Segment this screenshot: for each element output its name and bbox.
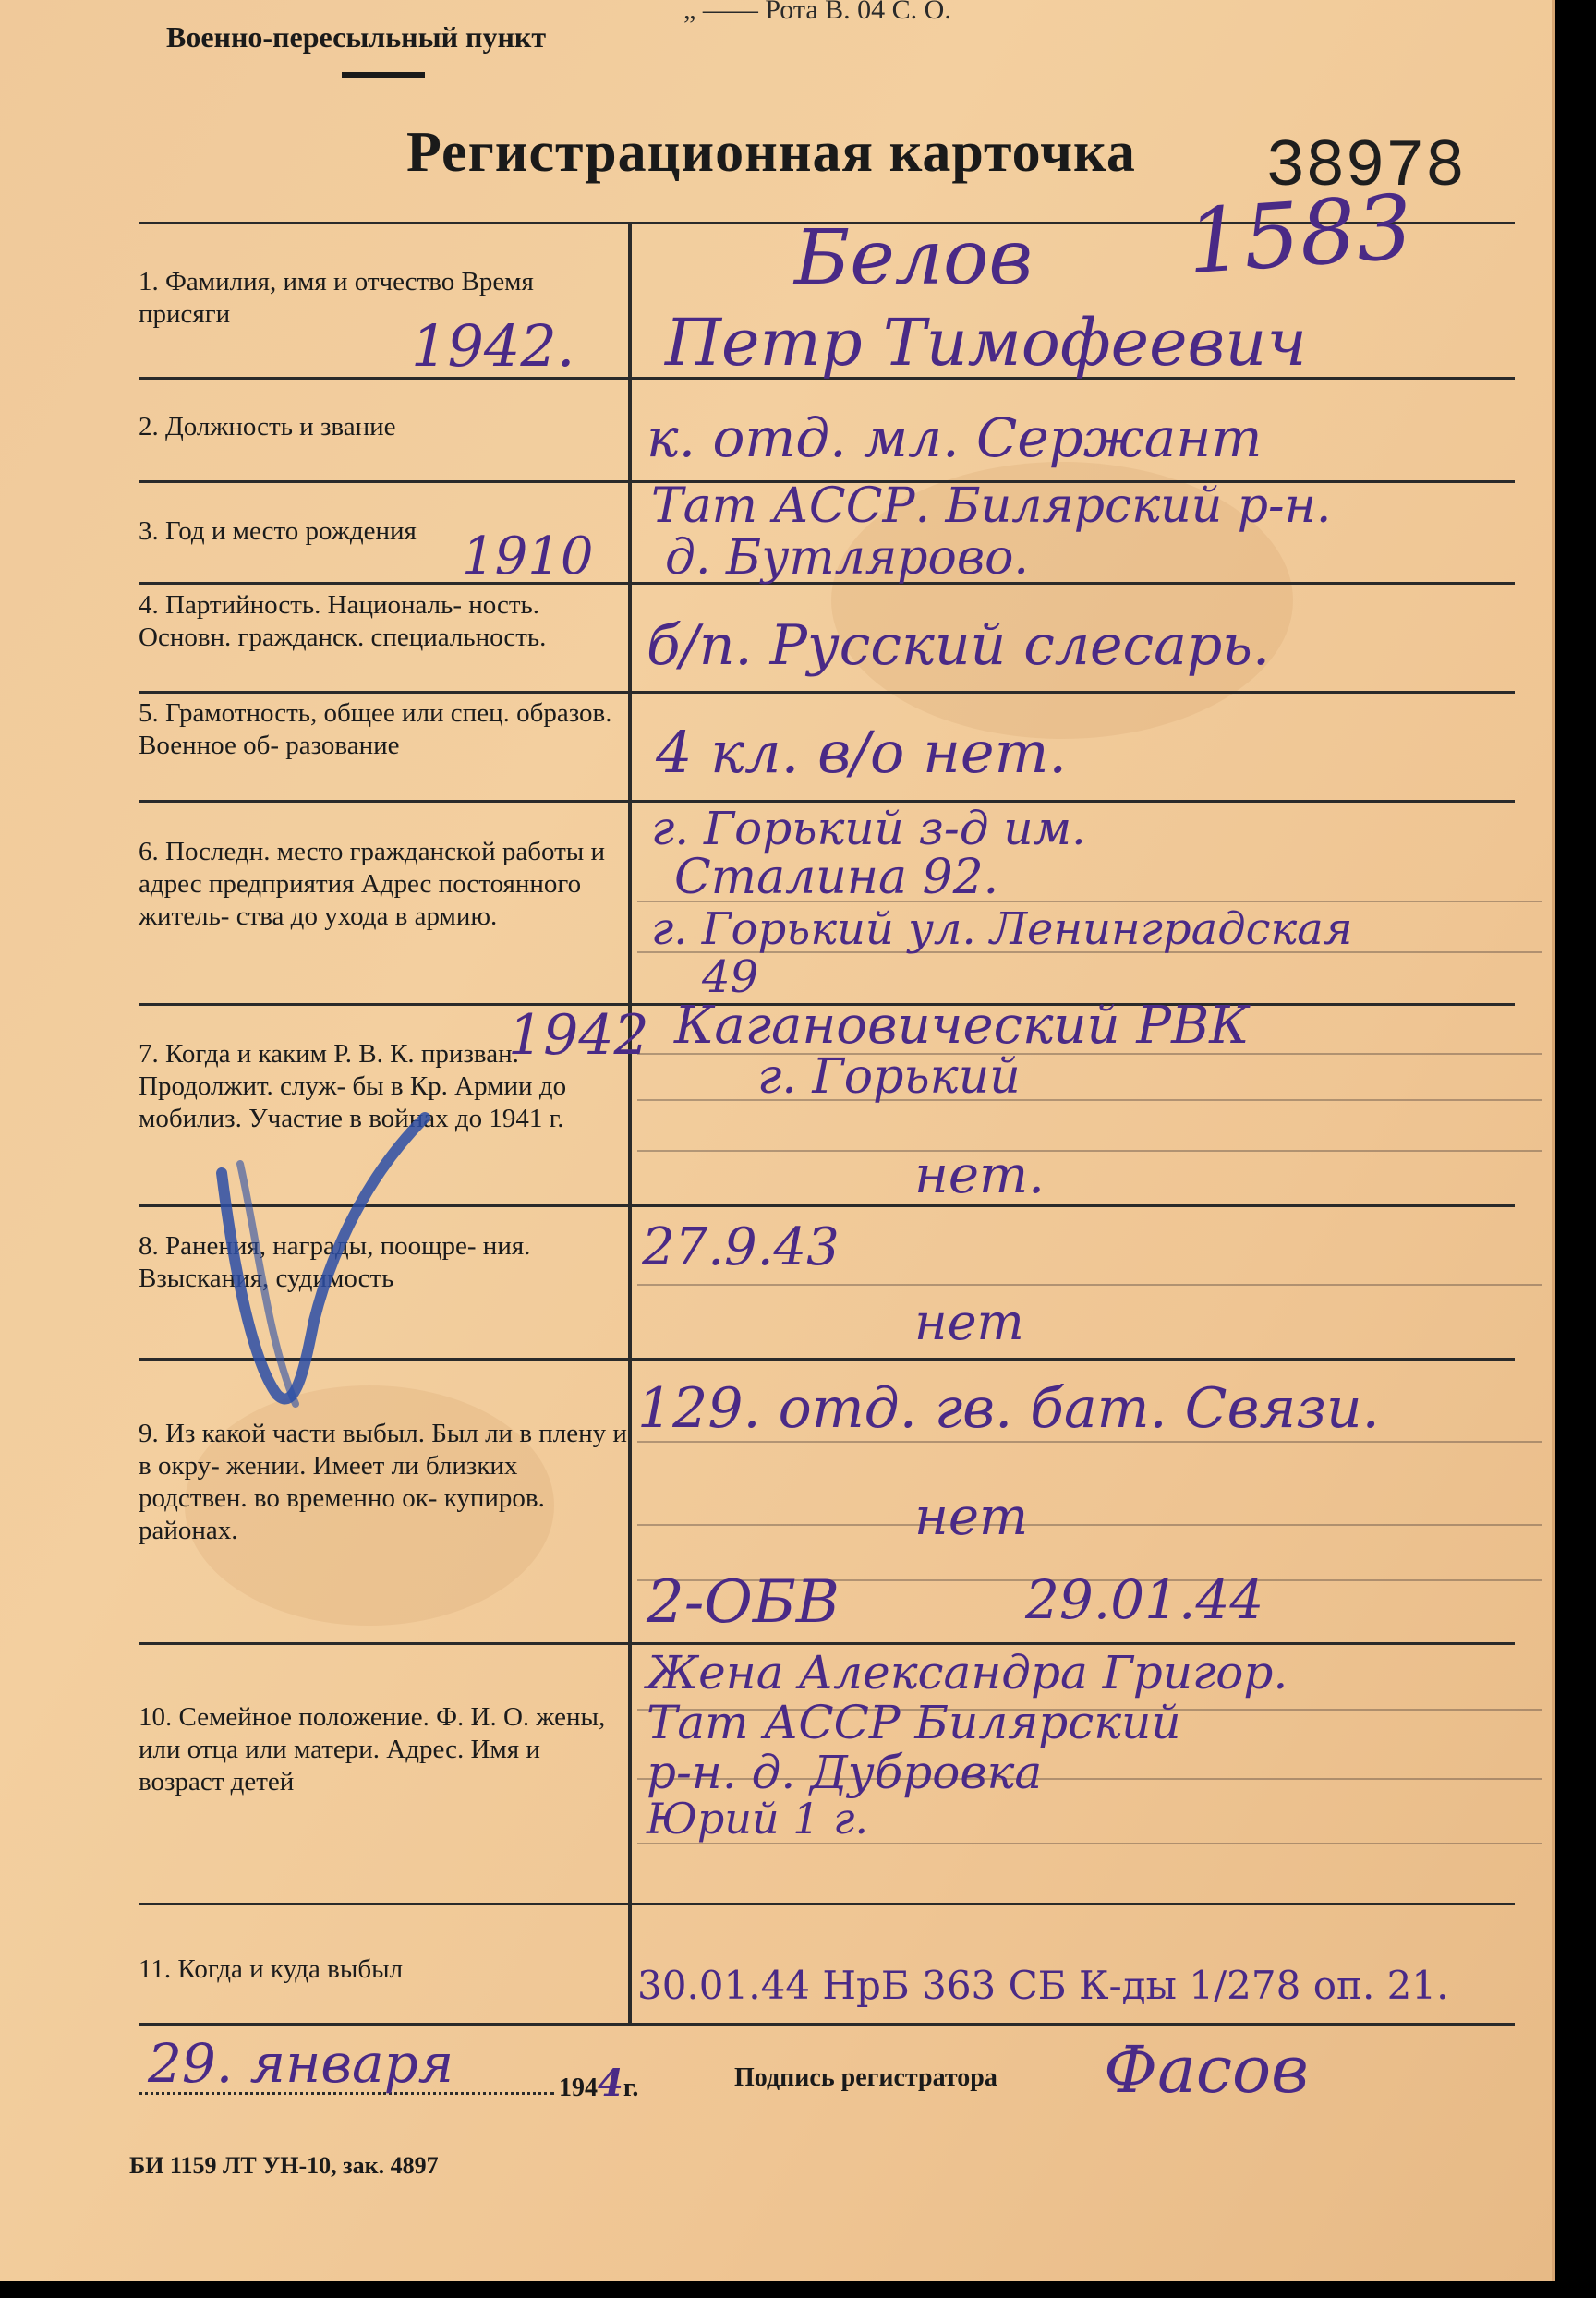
hw-departed: 30.01.44 НрБ 363 СБ К-ды 1/278 оп. 21.	[637, 1963, 1449, 2008]
hw-party: б/п. Русский слесарь.	[647, 613, 1271, 678]
hw-family-1: Жена Александра Григор.	[647, 1646, 1288, 1699]
company-fragment: „ —— Рота В. 04 С. О.	[683, 0, 951, 25]
unit-dash	[342, 72, 425, 78]
row-border	[139, 1903, 1515, 1905]
writing-line	[637, 1524, 1542, 1526]
hw-obv: 2-ОБВ	[647, 1568, 840, 1637]
writing-line	[637, 1441, 1542, 1443]
hw-address-1: г. Горький ул. Ленинградская	[651, 903, 1353, 955]
label-departed: 11. Когда и куда выбыл	[139, 1954, 404, 1984]
hw-number: 1583	[1183, 175, 1416, 295]
hw-education: 4 кл. в/о нет.	[656, 719, 1068, 786]
hw-obv-date: 29.01.44	[1025, 1568, 1264, 1631]
hw-family-4: Юрий 1 г.	[647, 1794, 868, 1844]
hw-family-3: р-н. д. Дубровка	[647, 1746, 1043, 1799]
label-family: 10. Семейное положение. Ф. И. О. жены, или отца или матери. Адрес. Имя и возраст детей	[139, 1702, 606, 1796]
footer-year-prefix: 194	[559, 2074, 598, 2102]
footer-year-g: г.	[623, 2074, 639, 2102]
writing-line	[637, 1284, 1542, 1286]
hw-draft-office: Кагановический РВК	[674, 996, 1250, 1056]
hw-birth-place-1: Тат АССР. Билярский р-н.	[651, 478, 1332, 534]
hw-former-unit: 129. отд. гв. бат. Связи.	[637, 1376, 1380, 1441]
label-education: 5. Грамотность, общее или спец. образов. Военное об- разование	[139, 698, 612, 760]
label-party-nationality: 4. Партийность. Националь- ность. Основн. гражданск. специальность.	[139, 590, 547, 652]
hw-work-2: Сталина 92.	[674, 850, 999, 905]
hw-captivity: нет	[914, 1487, 1029, 1547]
unit-heading: Военно-пересыльный пункт	[166, 20, 547, 54]
hw-birth-year: 1910	[462, 526, 594, 587]
row-border	[139, 1642, 1515, 1645]
card-number: 38978	[1265, 129, 1466, 205]
hw-wars: нет.	[914, 1145, 1045, 1205]
hw-penalty: нет	[914, 1293, 1024, 1351]
label-last-work: 6. Последн. место гражданской работы и адрес предприятия Адрес постоянного житель- ства до ухода в армию.	[139, 837, 606, 931]
signature-label: Подпись регистратора	[734, 2063, 998, 2092]
hw-signature: Фасов	[1104, 2032, 1309, 2108]
label-draft: 7. Когда и каким Р. В. К. призван. Продолжит. служ- бы в Кр. Армии до мобилиз. Участие в войнах до 1941 г.	[139, 1039, 567, 1133]
label-birth: 3. Год и место рождения	[139, 516, 417, 546]
table-divider	[628, 222, 632, 2023]
hw-address-2: 49	[702, 951, 759, 1003]
writing-line	[637, 1150, 1542, 1152]
print-info: БИ 1159 ЛТ УН-10, зак. 4897	[129, 2152, 439, 2179]
label-position-rank: 2. Должность и звание	[139, 412, 396, 441]
row-border	[139, 691, 1515, 694]
footer-year	[559, 2062, 638, 2105]
card-title: Регистрационная карточка	[406, 121, 1136, 184]
hw-family-2: Тат АССР Билярский	[647, 1696, 1181, 1749]
hw-year-digit: 4	[598, 2062, 623, 2105]
hw-name: Петр Тимофеевич	[665, 305, 1307, 381]
hw-birth-place-2: д. Бутлярово.	[665, 530, 1029, 586]
hw-rank: к. отд. мл. Сержант	[647, 406, 1263, 469]
label-full-name: 1. Фамилия, имя и отчество Время присяги	[139, 267, 534, 329]
hw-oath-year: 1942.	[411, 312, 575, 380]
blue-check-mark-icon	[194, 1062, 545, 1450]
hw-date-day: 29. января	[148, 2032, 454, 2095]
hw-surname: Белов	[794, 214, 1034, 302]
hw-draft-city: г. Горький	[757, 1049, 1021, 1105]
hw-draft-year: 1942	[508, 1003, 649, 1068]
label-wounds-awards: 8. Ранения, награды, поощре- ния. Взыскания, судимость	[139, 1231, 531, 1293]
label-former-unit: 9. Из какой части выбыл. Был ли в плену и в окру- жении. Имеет ли близких родствен. во временно ок- купиров. районах.	[139, 1419, 627, 1545]
hw-work-1: г. Горький з-д им.	[651, 802, 1086, 855]
table-bottom-border	[139, 2023, 1515, 2026]
hw-wound-date: 27.9.43	[642, 1217, 840, 1277]
